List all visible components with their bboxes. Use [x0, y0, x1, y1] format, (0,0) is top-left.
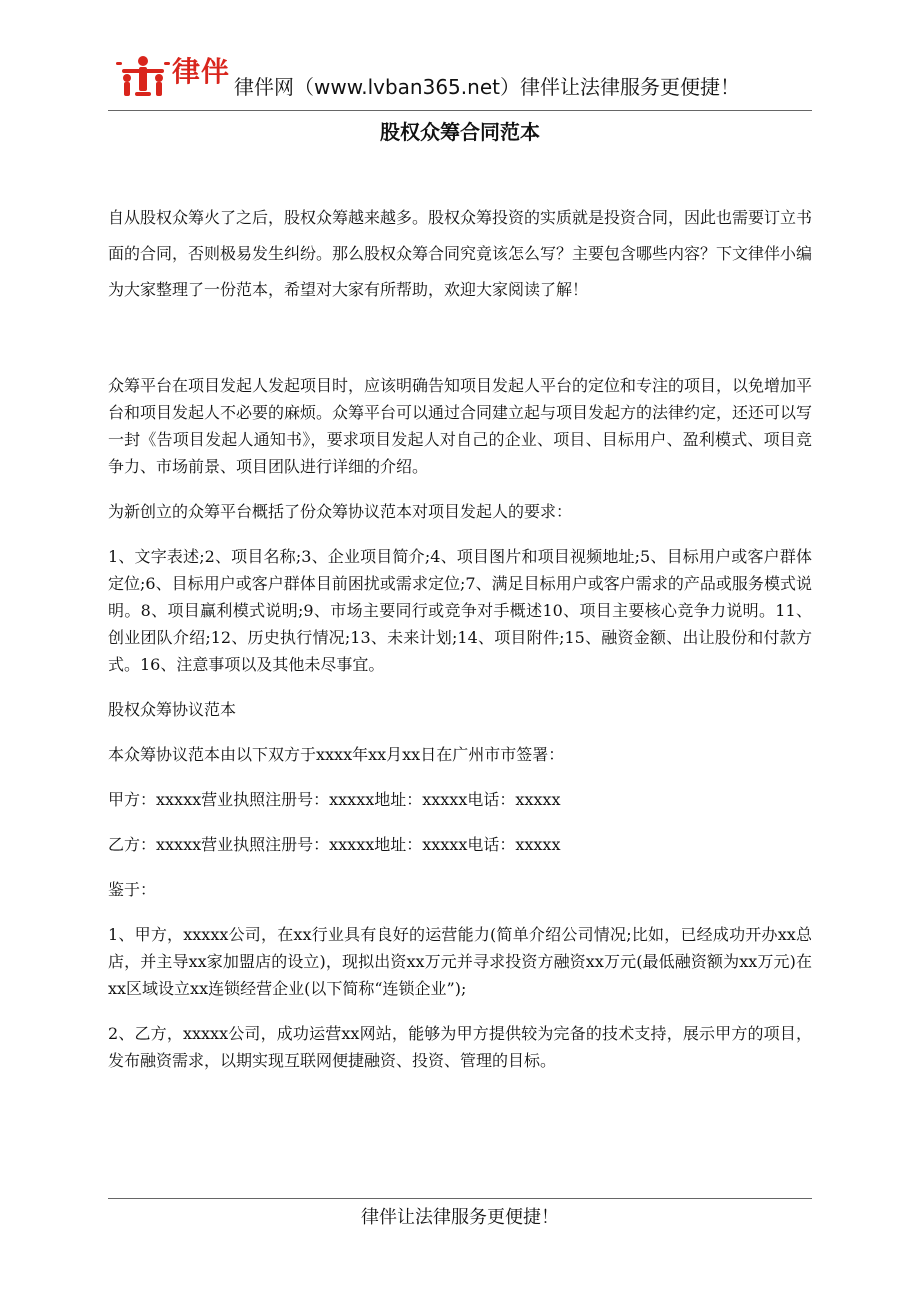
- header-divider: [108, 110, 812, 111]
- platform-paragraph: 众筹平台在项目发起人发起项目时，应该明确告知项目发起人平台的定位和专注的项目，以免增加平台和项目发起人不必要的麻烦。众筹平台可以通过合同建立起与项目发起方的法律约定，还还可以写一封《告项目发起人通知书》，要求项目发起人对自己的企业、项目、目标用户、盈利模式、项目竞争力、市场前景、项目团队进行详细的介绍。: [108, 376, 813, 476]
- party-a-paragraph: 甲方：xxxxx营业执照注册号：xxxxx地址：xxxxx电话：xxxxx: [108, 790, 561, 809]
- footer-divider: [108, 1198, 812, 1199]
- requirements-lead-paragraph: 为新创立的众筹平台概括了份众筹协议范本对项目发起人的要求：: [108, 502, 573, 521]
- agreement-heading: 股权众筹协议范本: [108, 700, 237, 719]
- lvban-logo: [114, 52, 238, 104]
- document-body: [108, 200, 812, 1074]
- scales-figures-icon: [114, 54, 172, 100]
- clause-two-paragraph: 2、乙方，xxxxx公司，成功运营xx网站，能够为甲方提供较为完备的技术支持，展示甲方的项目，发布融资需求，以期实现互联网便捷融资、投资、管理的目标。: [108, 1024, 812, 1070]
- header-slogan: 律伴网（www.lvban365.net）律伴让法律服务更便捷！: [234, 75, 740, 99]
- requirements-list-paragraph: 1、文字表述;2、项目名称;3、企业项目简介;4、项目图片和项目视频地址;5、目标用户或客户群体定位;6、目标用户或客户群体目前困扰或需求定位;7、满足目标用户或客户需求的产品或服务模式说明。8、项目赢利模式说明;9、市场主要同行或竞争对手概述10、项目主要核心竞争力说明。11、创业团队介绍;12、历史执行情况;13、未来计划;14、项目附件;15、融资金额、出让股份和付款方式。16、注意事项以及其他未尽事宜。: [108, 547, 812, 674]
- intro-paragraph: 自从股权众筹火了之后，股权众筹越来越多。股权众筹投资的实质就是投资合同，因此也需要订立书面的合同，否则极易发生纠纷。那么股权众筹合同究竟该怎么写？主要包含哪些内容？下文律伴小编为大家整理了一份范本，希望对大家有所帮助，欢迎大家阅读了解！: [108, 208, 813, 299]
- clause-one-paragraph: 1、甲方，xxxxx公司，在xx行业具有良好的运营能力(简单介绍公司情况;比如，已经成功开办xx总店，并主导xx家加盟店的设立)，现拟出资xx万元并寻求投资方融资xx万元(最低融资额为xx万元)在xx区域设立xx连锁经营企业(以下简称“连锁企业”);: [108, 925, 812, 998]
- document-title: 股权众筹合同范本: [380, 120, 540, 144]
- party-b-paragraph: 乙方：xxxxx营业执照注册号：xxxxx地址：xxxxx电话：xxxxx: [108, 835, 561, 854]
- whereas-heading: 鉴于：: [108, 880, 157, 899]
- page-header: [108, 44, 812, 112]
- logo-text: 律伴: [172, 55, 231, 88]
- signing-paragraph: 本众筹协议范本由以下双方于xxxx年xx月xx日在广州市市签署：: [108, 745, 565, 764]
- footer-slogan: 律伴让法律服务更便捷！: [361, 1207, 559, 1228]
